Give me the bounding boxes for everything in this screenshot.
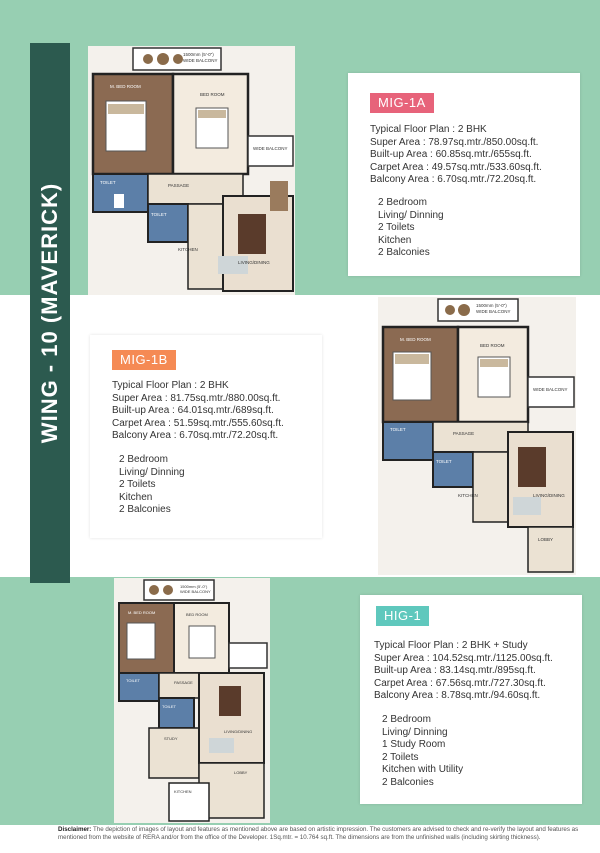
feature-item: Kitchen with Utility (382, 764, 464, 775)
unit-features (382, 714, 463, 789)
feature-item: Kitchen (119, 491, 153, 503)
feature-item: 2 Bedroom (378, 197, 427, 208)
svg-text:PASSAGE: PASSAGE (174, 680, 193, 685)
disclaimer-text: The depiction of images of layout and features as mentioned above are based on artistic impression. The customers are advised to check and re-verify the layout and features as mentioned from the website of RERA and/or from the office of the Developer. 1Sq.mtr. = 10.764 sq.ft. The dimensions are from the unfinished walls (including skirting thickness). (58, 826, 579, 841)
svg-text:1500mm (5'-0"): 1500mm (5'-0") (183, 52, 214, 57)
feature-item: 2 Toilets (119, 479, 156, 490)
svg-text:WIDE BALCONY: WIDE BALCONY (180, 589, 211, 594)
feature-item: 2 Balconies (378, 247, 430, 258)
carpet-area: Carpet Area : 67.56sq.mtr./727.30sq.ft. (374, 677, 546, 689)
unit-card-mig-1a (348, 73, 580, 276)
built-up-area: Built-up Area : 64.01sq.mtr./689sq.ft. (112, 405, 274, 416)
balcony-area: Balcony Area : 8.78sq.mtr./94.60sq.ft. (374, 690, 541, 701)
svg-text:TOILET: TOILET (100, 180, 116, 185)
svg-text:KITCHEN: KITCHEN (174, 789, 192, 794)
wing-title: WING - 10 (MAVERICK) (37, 182, 62, 444)
svg-text:PASSAGE: PASSAGE (453, 431, 475, 436)
disclaimer-label: Disclaimer: (58, 826, 92, 833)
built-up-area: Built-up Area : 60.85sq.mtr./655sq.ft. (370, 149, 532, 160)
svg-text:LIVING/DINING: LIVING/DINING (224, 729, 253, 734)
svg-text:WIDE BALCONY: WIDE BALCONY (476, 309, 511, 314)
svg-text:BED ROOM: BED ROOM (480, 343, 505, 348)
svg-text:WIDE BALCONY: WIDE BALCONY (253, 146, 288, 151)
unit-features (378, 197, 444, 260)
svg-text:PASSAGE: PASSAGE (168, 183, 190, 188)
svg-text:LOBBY: LOBBY (538, 537, 554, 542)
feature-item: Living/ Dinning (382, 726, 448, 738)
feature-item: 2 Bedroom (382, 714, 431, 725)
floor-plan-mig-1b (378, 297, 576, 575)
carpet-area: Carpet Area : 49.57sq.mtr./533.60sq.ft. (370, 161, 542, 173)
floor-plan-hig-1 (114, 578, 270, 823)
feature-item: 1 Study Room (382, 739, 446, 750)
balcony-area: Balcony Area : 6.70sq.mtr./72.20sq.ft. (370, 174, 537, 185)
unit-tag: MIG-1A (370, 93, 434, 113)
feature-item: 2 Balconies (119, 504, 171, 515)
svg-text:1500mm (5'-0"): 1500mm (5'-0") (476, 303, 507, 308)
feature-item: Kitchen (378, 234, 412, 246)
floor-plan-type: Typical Floor Plan : 2 BHK (370, 124, 487, 135)
feature-item: 2 Balconies (382, 776, 434, 788)
floor-plan-mig-1a (88, 46, 295, 295)
svg-text:M. BED ROOM: M. BED ROOM (128, 610, 156, 615)
svg-text:LIVING/DINING: LIVING/DINING (533, 493, 565, 498)
carpet-area: Carpet Area : 51.59sq.mtr./555.60sq.ft. (112, 417, 284, 429)
unit-specs (112, 380, 284, 443)
svg-text:TOILET: TOILET (390, 427, 406, 432)
svg-text:WIDE BALCONY: WIDE BALCONY (533, 387, 568, 392)
svg-text:BED ROOM: BED ROOM (200, 92, 225, 97)
unit-card-hig-1 (360, 595, 582, 804)
unit-specs (374, 640, 553, 703)
unit-tag: MIG-1B (112, 350, 176, 370)
floor-plan-type: Typical Floor Plan : 2 BHK + Study (374, 640, 528, 651)
svg-text:WIDE BALCONY: WIDE BALCONY (183, 58, 218, 63)
svg-text:TOILET: TOILET (151, 212, 167, 217)
floor-plan-type: Typical Floor Plan : 2 BHK (112, 380, 229, 391)
feature-item: Living/ Dinning (378, 209, 444, 221)
unit-tag: HIG-1 (376, 606, 429, 626)
disclaimer (58, 826, 594, 842)
svg-text:M. BED ROOM: M. BED ROOM (110, 84, 141, 89)
svg-text:M. BED ROOM: M. BED ROOM (400, 337, 431, 342)
super-area: Super Area : 104.52sq.mtr./1125.00sq.ft. (374, 652, 553, 664)
feature-item: Living/ Dinning (119, 466, 185, 478)
svg-text:1500mm (5'-0"): 1500mm (5'-0") (180, 584, 208, 589)
feature-item: 2 Toilets (378, 222, 415, 233)
svg-text:TOILET: TOILET (162, 704, 176, 709)
wing-sidebar (30, 43, 70, 583)
svg-text:LIVING/DINING: LIVING/DINING (238, 260, 270, 265)
balcony-area: Balcony Area : 6.70sq.mtr./72.20sq.ft. (112, 430, 279, 441)
built-up-area: Built-up Area : 83.14sq.mtr./895sq.ft. (374, 665, 536, 676)
svg-text:TOILET: TOILET (126, 678, 140, 683)
feature-item: 2 Toilets (382, 751, 419, 763)
svg-text:LOBBY: LOBBY (234, 770, 248, 775)
svg-text:STUDY: STUDY (164, 736, 178, 741)
unit-features (119, 454, 185, 517)
unit-card-mig-1b (90, 335, 322, 538)
unit-specs (370, 124, 542, 187)
feature-item: 2 Bedroom (119, 454, 168, 465)
super-area: Super Area : 78.97sq.mtr./850.00sq.ft. (370, 136, 539, 148)
svg-text:KITCHEN: KITCHEN (458, 493, 478, 498)
svg-text:KITCHEN: KITCHEN (178, 247, 198, 252)
svg-text:TOILET: TOILET (436, 459, 452, 464)
svg-text:BED ROOM: BED ROOM (186, 612, 208, 617)
super-area: Super Area : 81.75sq.mtr./880.00sq.ft. (112, 392, 281, 404)
